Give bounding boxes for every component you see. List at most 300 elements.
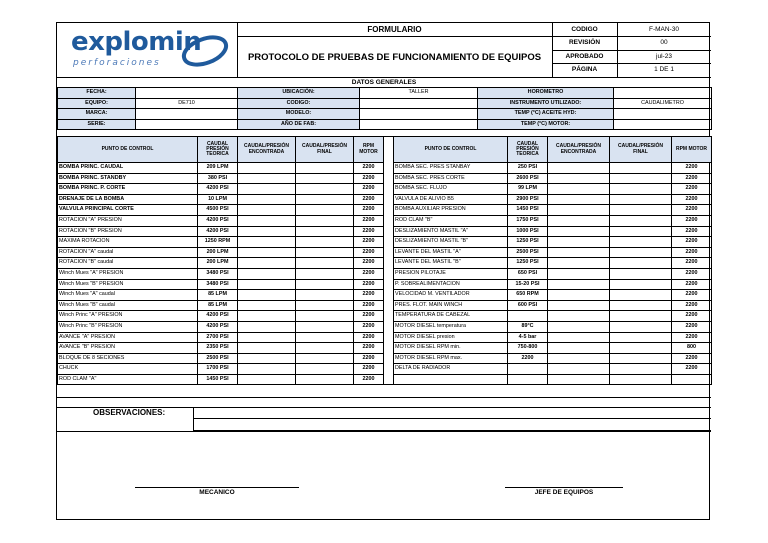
right-final-value-field[interactable] [610, 311, 672, 322]
right-rpm-value: 2200 [672, 226, 712, 237]
column-separator [384, 237, 394, 248]
left-found-value-field[interactable] [238, 194, 296, 205]
left-found-value-field[interactable] [238, 205, 296, 216]
left-final-value-field[interactable] [296, 205, 354, 216]
right-found-value-field[interactable] [548, 226, 610, 237]
meta-approved-label: APROBADO [565, 53, 604, 60]
right-control-point: TEMPERATURA DE CABEZAL [394, 311, 508, 322]
right-theoretical-value [508, 374, 548, 385]
column-separator [384, 279, 394, 290]
left-theoretical-value: 10 LPM [198, 194, 238, 205]
horometro-field[interactable] [614, 88, 712, 99]
right-col-final: CAUDAL/PRESIÓN FINAL [610, 137, 672, 163]
left-final-value-field[interactable] [296, 332, 354, 343]
meta-code-label: CODIGO [571, 26, 598, 33]
left-control-point: MAXIMA ROTACION [58, 237, 198, 248]
right-col-rpm: RPM MOTOR [672, 137, 712, 163]
left-found-value-field[interactable] [238, 300, 296, 311]
right-control-point: PRES. FLOT. MAIN WINCH [394, 300, 508, 311]
left-found-value-field[interactable] [238, 332, 296, 343]
anio-field[interactable] [360, 119, 478, 130]
left-found-value-field[interactable] [238, 290, 296, 301]
left-control-point: Winch Princ "B" PRESION [58, 321, 198, 332]
left-control-point: ROTACION "B" PRESION [58, 226, 198, 237]
fecha-field[interactable] [136, 88, 238, 99]
ubicacion-label: UBICACIÓN: [238, 88, 360, 99]
right-final-value-field[interactable] [610, 268, 672, 279]
left-found-value-field[interactable] [238, 321, 296, 332]
column-separator [384, 332, 394, 343]
right-final-value-field[interactable] [610, 332, 672, 343]
left-theoretical-value: 85 LPM [198, 300, 238, 311]
right-rpm-value: 2200 [672, 247, 712, 258]
left-col-teorica: CAUDAL PRESIÓN TEORICA [198, 137, 238, 163]
right-theoretical-value: 1000 PSI [508, 226, 548, 237]
left-control-point: Winch Mues "A" PRESION [58, 268, 198, 279]
column-separator [384, 226, 394, 237]
left-final-value-field[interactable] [296, 268, 354, 279]
mecanico-signature-label: MECANICO [199, 489, 235, 496]
form-type-label: FORMULARIO [367, 25, 422, 34]
right-control-point: BOMBA AUXILIAR PRESION [394, 205, 508, 216]
right-theoretical-value: 650 PSI [508, 268, 548, 279]
left-final-value-field[interactable] [296, 194, 354, 205]
right-control-point: BOMBA SEC. PRES STANBAY [394, 163, 508, 174]
observaciones-field[interactable] [194, 408, 710, 430]
left-theoretical-value: 1700 PSI [198, 364, 238, 375]
right-found-value-field[interactable] [548, 279, 610, 290]
left-rpm-value: 2200 [354, 163, 384, 174]
table-row [58, 311, 712, 322]
right-rpm-value: 800 [672, 343, 712, 354]
left-found-value-field[interactable] [238, 247, 296, 258]
right-rpm-value: 2200 [672, 364, 712, 375]
left-found-value-field[interactable] [238, 173, 296, 184]
left-control-point: Winch Princ "A" PRESION [58, 311, 198, 322]
meta-revision-label: REVISIÓN [568, 39, 601, 46]
marca-label: MARCA: [58, 109, 136, 120]
right-found-value-field[interactable] [548, 173, 610, 184]
left-rpm-value: 2200 [354, 321, 384, 332]
left-rpm-value: 2200 [354, 173, 384, 184]
right-theoretical-value: 650 RPM [508, 290, 548, 301]
right-theoretical-value: 750-800 [508, 343, 548, 354]
table-row [58, 290, 712, 301]
form-sheet [56, 22, 710, 520]
left-rpm-value: 2200 [354, 258, 384, 269]
table-row [58, 247, 712, 258]
table-row [58, 194, 712, 205]
left-col-rpm: RPM MOTOR [354, 137, 384, 163]
right-control-point: LEVANTE DEL MASTIL "A" [394, 247, 508, 258]
control-points-table [57, 136, 712, 385]
left-found-value-field[interactable] [238, 184, 296, 195]
right-final-value-field[interactable] [610, 215, 672, 226]
right-rpm-value: 2200 [672, 173, 712, 184]
left-found-value-field[interactable] [238, 364, 296, 375]
temp-aceite-label: TEMP (°C) ACEITE HYD: [478, 109, 614, 120]
table-row [58, 279, 712, 290]
left-control-point: ROD CLAM "A" [58, 374, 198, 385]
right-rpm-value: 2200 [672, 258, 712, 269]
right-control-point: MOTOR DIESEL presion [394, 332, 508, 343]
logo-tagline: perforaciones [73, 58, 161, 68]
right-found-value-field[interactable] [548, 247, 610, 258]
right-theoretical-value: 2900 PSI [508, 194, 548, 205]
left-rpm-value: 2200 [354, 300, 384, 311]
left-theoretical-value: 200 LPM [198, 258, 238, 269]
left-theoretical-value: 85 LPM [198, 290, 238, 301]
left-theoretical-value: 1250 RPM [198, 237, 238, 248]
left-theoretical-value: 4200 PSI [198, 226, 238, 237]
right-theoretical-value: 1250 PSI [508, 258, 548, 269]
table-row [58, 364, 712, 375]
right-control-point: DESLIZAMIENTO MASTIL "B" [394, 237, 508, 248]
table-row [58, 215, 712, 226]
right-found-value-field[interactable] [548, 237, 610, 248]
anio-label: AÑO DE FAB: [238, 119, 360, 130]
left-final-value-field[interactable] [296, 279, 354, 290]
right-control-point: MOTOR DIESEL RPM max. [394, 353, 508, 364]
serie-field[interactable] [136, 119, 238, 130]
meta-code-value: F-MAN-30 [649, 26, 679, 33]
table-row [58, 163, 712, 174]
left-theoretical-value: 2500 PSI [198, 353, 238, 364]
right-rpm-value: 2200 [672, 353, 712, 364]
right-rpm-value: 2200 [672, 290, 712, 301]
meta-revision-value: 00 [660, 39, 668, 46]
right-final-value-field[interactable] [610, 184, 672, 195]
meta-page-label: PÁGINA [571, 66, 598, 73]
table-row [58, 258, 712, 269]
right-theoretical-value: 2500 PSI [508, 247, 548, 258]
codigo-field[interactable] [360, 98, 478, 109]
left-found-value-field[interactable] [238, 279, 296, 290]
left-theoretical-value: 3480 PSI [198, 268, 238, 279]
left-rpm-value: 2200 [354, 279, 384, 290]
left-theoretical-value: 2350 PSI [198, 343, 238, 354]
right-rpm-value: 2200 [672, 332, 712, 343]
right-final-value-field[interactable] [610, 247, 672, 258]
left-final-value-field[interactable] [296, 374, 354, 385]
left-found-value-field[interactable] [238, 163, 296, 174]
right-final-value-field[interactable] [610, 300, 672, 311]
left-rpm-value: 2200 [354, 353, 384, 364]
left-col-encontrada: CAUDAL/PRESIÓN ENCONTRADA [238, 137, 296, 163]
left-rpm-value: 2200 [354, 268, 384, 279]
right-theoretical-value: 600 PSI [508, 300, 548, 311]
right-theoretical-value: 2200 [508, 353, 548, 364]
column-separator [384, 374, 394, 385]
left-rpm-value: 2200 [354, 343, 384, 354]
left-final-value-field[interactable] [296, 364, 354, 375]
right-rpm-value: 2200 [672, 215, 712, 226]
right-rpm-value: 2200 [672, 321, 712, 332]
left-control-point: BLOQUE DE 8 SECIONES [58, 353, 198, 364]
left-theoretical-value: 1450 PSI [198, 374, 238, 385]
right-final-value-field[interactable] [610, 163, 672, 174]
right-found-value-field[interactable] [548, 194, 610, 205]
right-control-point: P. SOBREALIMENTACION [394, 279, 508, 290]
right-final-value-field[interactable] [610, 343, 672, 354]
table-row [58, 374, 712, 385]
table-row [58, 184, 712, 195]
left-rpm-value: 2200 [354, 215, 384, 226]
document-title: PROTOCOLO DE PRUEBAS DE FUNCIONAMIENTO DE EQUIPOS [247, 52, 542, 63]
left-col-punto: PUNTO DE CONTROL [58, 137, 198, 163]
left-final-value-field[interactable] [296, 237, 354, 248]
left-theoretical-value: 200 LPM [198, 247, 238, 258]
right-rpm-value: 2200 [672, 205, 712, 216]
instrumento-field[interactable]: CAUDALIMETRO [614, 98, 712, 109]
left-final-value-field[interactable] [296, 343, 354, 354]
instrumento-label: INSTRUMENTO UTILIZADO: [478, 98, 614, 109]
right-found-value-field[interactable] [548, 258, 610, 269]
left-rpm-value: 2200 [354, 237, 384, 248]
left-control-point: ROTACION "B" caudal [58, 258, 198, 269]
table-row [58, 321, 712, 332]
fecha-label: FECHA: [58, 88, 136, 99]
right-final-value-field[interactable] [610, 279, 672, 290]
right-control-point: LEVANTE DEL MASTIL "B" [394, 258, 508, 269]
column-separator [384, 311, 394, 322]
right-rpm-value: 2200 [672, 237, 712, 248]
left-control-point: DRENAJE DE LA BOMBA [58, 194, 198, 205]
right-found-value-field[interactable] [548, 364, 610, 375]
left-control-point: VALVULA PRINCIPAL CORTE [58, 205, 198, 216]
table-row [58, 343, 712, 354]
right-found-value-field[interactable] [548, 184, 610, 195]
jefe-signature-label: JEFE DE EQUIPOS [534, 489, 594, 496]
right-found-value-field[interactable] [548, 332, 610, 343]
right-rpm-value: 2200 [672, 311, 712, 322]
codigo-label: CODIGO: [238, 98, 360, 109]
left-control-point: BOMBA PRINC. STANDBY [58, 173, 198, 184]
right-control-point: ROD CLAM "B" [394, 215, 508, 226]
right-theoretical-value: 1450 PSI [508, 205, 548, 216]
left-final-value-field[interactable] [296, 290, 354, 301]
column-separator [384, 173, 394, 184]
left-final-value-field[interactable] [296, 173, 354, 184]
column-separator [384, 247, 394, 258]
right-found-value-field[interactable] [548, 215, 610, 226]
left-rpm-value: 2200 [354, 332, 384, 343]
left-theoretical-value: 209 LPM [198, 163, 238, 174]
right-theoretical-value: 89°C [508, 321, 548, 332]
table-row [58, 237, 712, 248]
column-separator [384, 258, 394, 269]
temp-motor-field[interactable] [614, 119, 712, 130]
right-control-point: VELOCIDAD M. VENTILADOR [394, 290, 508, 301]
equipo-field[interactable]: DE710 [136, 98, 238, 109]
table-row [58, 353, 712, 364]
column-separator [384, 290, 394, 301]
left-control-point: BOMBA PRINC. P. CORTE [58, 184, 198, 195]
equipo-label: EQUIPO: [58, 98, 136, 109]
left-theoretical-value: 4200 PSI [198, 321, 238, 332]
right-final-value-field[interactable] [610, 321, 672, 332]
right-theoretical-value: 1250 PSI [508, 237, 548, 248]
meta-page-value: 1 DE 1 [654, 66, 674, 73]
left-theoretical-value: 4200 PSI [198, 311, 238, 322]
right-control-point [394, 374, 508, 385]
temp-aceite-field[interactable] [614, 109, 712, 120]
left-found-value-field[interactable] [238, 374, 296, 385]
left-rpm-value: 2200 [354, 205, 384, 216]
right-theoretical-value [508, 364, 548, 375]
right-found-value-field[interactable] [548, 374, 610, 385]
right-col-encontrada: CAUDAL/PRESIÓN ENCONTRADA [548, 137, 610, 163]
right-final-value-field[interactable] [610, 194, 672, 205]
left-final-value-field[interactable] [296, 184, 354, 195]
right-control-point: VALVULA DE ALIVIO B5 [394, 194, 508, 205]
left-final-value-field[interactable] [296, 300, 354, 311]
left-found-value-field[interactable] [238, 343, 296, 354]
horometro-label: HOROMETRO [478, 88, 614, 99]
right-theoretical-value [508, 311, 548, 322]
left-control-point: Winch Mues "B" caudal [58, 300, 198, 311]
right-final-value-field[interactable] [610, 258, 672, 269]
right-found-value-field[interactable] [548, 290, 610, 301]
right-rpm-value: 2200 [672, 184, 712, 195]
right-control-point: PRESION PILOTAJE [394, 268, 508, 279]
temp-motor-label: TEMP (°C) MOTOR: [478, 119, 614, 130]
left-theoretical-value: 380 PSI [198, 173, 238, 184]
left-control-point: AVANCE "B" PRESION [58, 343, 198, 354]
left-control-point: Winch Mues "A" caudal [58, 290, 198, 301]
column-separator [384, 364, 394, 375]
right-col-teorica: CAUDAL PRESIÓN TEORICA [508, 137, 548, 163]
serie-label: SERIE: [58, 119, 136, 130]
right-final-value-field[interactable] [610, 226, 672, 237]
left-theoretical-value: 4200 PSI [198, 215, 238, 226]
left-control-point: Winch Mues "B" PRESION [58, 279, 198, 290]
left-rpm-value: 2200 [354, 194, 384, 205]
right-theoretical-value: 2600 PSI [508, 173, 548, 184]
left-found-value-field[interactable] [238, 353, 296, 364]
column-separator [384, 184, 394, 195]
right-rpm-value: 2200 [672, 268, 712, 279]
left-col-final: CAUDAL/PRESIÓN FINAL [296, 137, 354, 163]
left-final-value-field[interactable] [296, 311, 354, 322]
right-theoretical-value: 99 LPM [508, 184, 548, 195]
left-rpm-value: 2200 [354, 364, 384, 375]
right-control-point: DELTA DE RADIADOR [394, 364, 508, 375]
left-rpm-value: 2200 [354, 247, 384, 258]
general-data-table [57, 87, 712, 130]
right-rpm-value: 2200 [672, 194, 712, 205]
table-row [58, 332, 712, 343]
right-final-value-field[interactable] [610, 237, 672, 248]
right-control-point: MOTOR DIESEL temperatura [394, 321, 508, 332]
left-theoretical-value: 3480 PSI [198, 279, 238, 290]
right-final-value-field[interactable] [610, 205, 672, 216]
right-found-value-field[interactable] [548, 321, 610, 332]
left-control-point: AVANCE "A" PRESION [58, 332, 198, 343]
left-found-value-field[interactable] [238, 215, 296, 226]
marca-field[interactable] [136, 109, 238, 120]
right-final-value-field[interactable] [610, 364, 672, 375]
right-found-value-field[interactable] [548, 268, 610, 279]
right-found-value-field[interactable] [548, 343, 610, 354]
left-final-value-field[interactable] [296, 163, 354, 174]
right-theoretical-value: 4-5 bar [508, 332, 548, 343]
left-found-value-field[interactable] [238, 268, 296, 279]
modelo-label: MODELO: [238, 109, 360, 120]
right-control-point: DESLIZAMIENTO MASTIL "A" [394, 226, 508, 237]
left-found-value-field[interactable] [238, 258, 296, 269]
right-final-value-field[interactable] [610, 290, 672, 301]
right-theoretical-value: 1750 PSI [508, 215, 548, 226]
right-theoretical-value: 15-20 PSI [508, 279, 548, 290]
column-separator [384, 343, 394, 354]
right-rpm-value: 2200 [672, 279, 712, 290]
table-row [58, 268, 712, 279]
right-rpm-value: 2200 [672, 163, 712, 174]
observaciones-label: OBSERVACIONES: [93, 408, 166, 417]
column-separator [384, 353, 394, 364]
left-found-value-field[interactable] [238, 311, 296, 322]
column-separator [384, 300, 394, 311]
logo-swoosh-icon [179, 33, 231, 69]
table-row [58, 300, 712, 311]
left-final-value-field[interactable] [296, 215, 354, 226]
left-theoretical-value: 2700 PSI [198, 332, 238, 343]
right-final-value-field[interactable] [610, 353, 672, 364]
left-found-value-field[interactable] [238, 226, 296, 237]
right-rpm-value [672, 374, 712, 385]
right-found-value-field[interactable] [548, 353, 610, 364]
left-final-value-field[interactable] [296, 226, 354, 237]
right-final-value-field[interactable] [610, 173, 672, 184]
column-separator [384, 321, 394, 332]
column-separator [384, 205, 394, 216]
table-row [58, 205, 712, 216]
left-theoretical-value: 4200 PSI [198, 184, 238, 195]
left-rpm-value: 2200 [354, 311, 384, 322]
right-found-value-field[interactable] [548, 311, 610, 322]
logo-wordmark: explomin [71, 27, 202, 57]
column-separator [384, 268, 394, 279]
right-col-punto: PUNTO DE CONTROL [394, 137, 508, 163]
right-rpm-value: 2200 [672, 300, 712, 311]
column-separator [384, 215, 394, 226]
general-data-title: DATOS GENERALES [351, 79, 417, 86]
left-final-value-field[interactable] [296, 321, 354, 332]
modelo-field[interactable] [360, 109, 478, 120]
right-found-value-field[interactable] [548, 300, 610, 311]
right-control-point: BOMBA SEC. PRES CORTE [394, 173, 508, 184]
left-rpm-value: 2200 [354, 290, 384, 301]
left-final-value-field[interactable] [296, 353, 354, 364]
right-found-value-field[interactable] [548, 205, 610, 216]
left-rpm-value: 2200 [354, 184, 384, 195]
left-final-value-field[interactable] [296, 258, 354, 269]
ubicacion-field[interactable]: TALLER [360, 88, 478, 99]
right-found-value-field[interactable] [548, 163, 610, 174]
table-row [58, 173, 712, 184]
left-control-point: CHUCK [58, 364, 198, 375]
left-control-point: BOMBA PRINC. CAUDAL [58, 163, 198, 174]
left-found-value-field[interactable] [238, 237, 296, 248]
column-separator [384, 163, 394, 174]
left-control-point: ROTACION "A" PRESION [58, 215, 198, 226]
left-rpm-value: 2200 [354, 226, 384, 237]
table-row [58, 226, 712, 237]
right-final-value-field[interactable] [610, 374, 672, 385]
left-control-point: ROTACION "A" caudal [58, 247, 198, 258]
left-final-value-field[interactable] [296, 247, 354, 258]
